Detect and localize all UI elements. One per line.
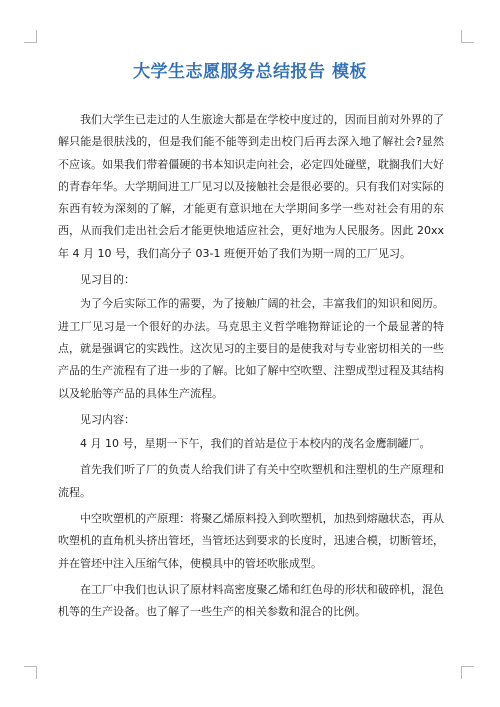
heading-purpose: 见习目的：: [80, 273, 135, 287]
paragraph-briefing: 首先我们听了厂的负责人给我们讲了有关中空吹塑机和注塑机的生产原理和流程。: [58, 463, 444, 499]
crop-mark-top-left: [24, 30, 37, 43]
crop-mark-top-right: [461, 30, 474, 43]
paragraph-blow-molding: 中空吹塑机的产原理：将聚乙烯原料投入到吹塑机，加热到熔融状态，再从吹塑机的直角机头挤出管坯，当管坯达到要求的长度时，迅速合模，切断管坯，并在管坯中注入压缩气体，使模具中的管坯吹胀成型。: [58, 512, 444, 570]
crop-mark-bottom-left: [24, 666, 37, 679]
paragraph-visit-date: 4 月 10 号，星期一下午，我们的首站是位于本校内的茂名金鹰制罐厂。: [80, 437, 431, 451]
crop-mark-bottom-right: [461, 666, 474, 679]
document-body: [58, 109, 444, 628]
paragraph-intro: 我们大学生已走过的人生旅途大都是在学校中度过的，因而目前对外界的了解只能是很肤浅的，但是我们能不能等到走出校门后再去深入地了解社会?显然不应该。如果我们带着僵硬的书本知识走向社会，必定四处碰壁，耽搁我们大好的青春年华。大学期间进工厂见习以及接触社会是很必要的。只有我们对实际的东西有较为深刻的了解，才能更有意识地在大学期间多学一些对社会有用的东西，从而我们走出社会后才能更快地适应社会，更好地为人民服务。因此 20xx 年 4 月 10 号，我们高分子 03-1 班便开始了我们为期一周的工厂见习。: [58, 113, 444, 260]
document-title: 大学生志愿服务总结报告 模板: [133, 62, 367, 82]
paragraph-purpose: 为了今后实际工作的需要，为了接触广阔的社会，丰富我们的知识和阅历。进工厂见习是一个很好的办法。马克思主义哲学唯物辩证论的一个最显著的特点，就是强调它的实践性。这次见习的主要目的是使我对与专业密切相关的一些产品的生产流程有了进一步的了解。比如了解中空吹塑、注塑成型过程及其结构以及轮胎等产品的具体生产流程。: [58, 297, 444, 400]
paragraph-materials: 在工厂中我们也认识了原材料高密度聚乙烯和红色母的形状和破碎机，混色机等的生产设备。也了解了一些生产的相关参数和混合的比例。: [58, 582, 444, 619]
heading-content: 见习内容：: [80, 412, 135, 426]
